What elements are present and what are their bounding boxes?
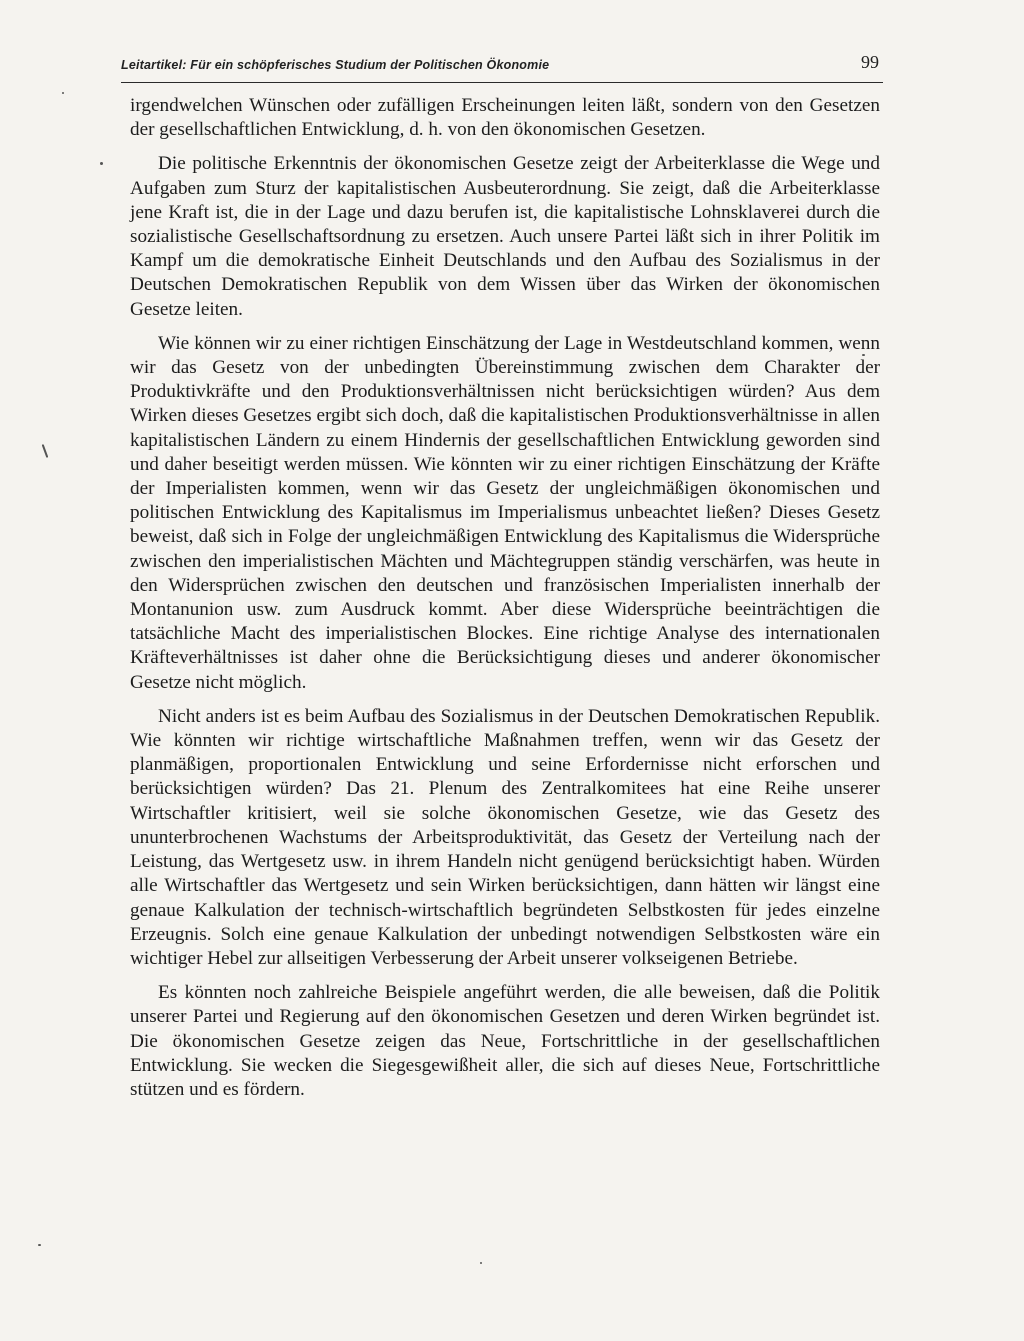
article-body bbox=[130, 94, 880, 1102]
paragraph-2: Die politische Erkenntnis der ökonomischen Gesetze zeigt der Arbeiterklasse die Wege und Aufgaben zum Sturz der kapitalistischen Ausbeuterordnung. Sie zeigt, daß die Arbeiterklasse jene Kraft ist, die in der Lage und dazu berufen ist, die kapitalistische Lohnsklaverei durch die sozialistische Gesellschaftsordnung zu ersetzen. Auch unsere Partei läßt sich in ihrer Politik im Kampf um die demokratische Einheit Deutschlands und den Aufbau des Sozialismus in der Deutschen Demokratischen Republik von dem Wissen über das Wirken der ökonomischen Gesetze leiten. bbox=[130, 153, 880, 320]
scan-speck bbox=[862, 354, 865, 356]
scan-speck bbox=[100, 162, 103, 165]
paragraph-3: Wie können wir zu einer richtigen Einschätzung der Lage in Westdeutschland kommen, wenn wir das Gesetz von der unbedingten Übereinstimmung zwischen dem Charakter der Produktivkräfte und den Produktionsverhältnissen nicht berücksichtigen würden? Aus dem Wirken dieses Gesetzes ergibt sich doch, daß die kapitalistischen Produktionsverhältnisse in allen kapitalistischen Ländern zu einem Hindernis der gesellschaftlichen Entwicklung geworden sind und daher beseitigt werden müssen. Wie könnten wir zu einer richtigen Einschätzung der Kräfte der Imperialisten kommen, wenn wir das Gesetz der ungleichmäßigen ökonomischen und politischen Entwicklung des Kapitalismus im Imperialismus unbeachtet ließen? Dieses Gesetz beweist, daß sich in Folge der ungleichmäßigen Entwicklung des Kapitalismus die Widersprüche zwischen den imperialistischen Mächten und Mächtegruppen ständig verschärfen, was heute in den Widersprüchen zwischen den deutschen und französischen Imperialisten innerhalb der Montanunion usw. zum Ausdruck kommt. Aber diese Widersprüche beeinträchtigen die tatsächliche Macht des imperialistischen Blockes. Eine richtige Analyse des internationalen Kräfteverhältnisses ist daher ohne die Berücksichtigung dieses und anderer ökonomischer Gesetze nicht möglich. bbox=[130, 332, 880, 693]
paragraph-5: Es könnten noch zahlreiche Beispiele angeführt werden, die alle beweisen, daß die Politik unserer Partei und Regierung auf den ökonomischen Gesetzen und deren Wirken begründet ist. Die ökonomischen Gesetze zeigen das Neue, Fortschrittliche in der gesellschaftlichen Entwicklung. Sie wecken die Siegesgewißheit aller, die sich auf dieses Neue, Fortschrittliche stützen und es fördern. bbox=[130, 982, 880, 1100]
scan-speck bbox=[38, 1244, 41, 1246]
running-header bbox=[121, 52, 883, 83]
paragraph-1: irgendwelchen Wünschen oder zufälligen Erscheinungen leiten läßt, sondern von den Gesetzen der gesellschaftlichen Entwicklung, d. h. von den ökonomischen Gesetzen. bbox=[130, 95, 880, 141]
page-number: 99 bbox=[861, 52, 879, 72]
scan-speck bbox=[42, 444, 49, 458]
scan-speck bbox=[480, 1262, 482, 1264]
paragraph-4: Nicht anders ist es beim Aufbau des Sozialismus in der Deutschen Demokratischen Republik. Wie könnten wir richtige wirtschaftliche Maßnahmen treffen, wenn wir das Gesetz der planmäßigen, proportionalen Entwicklung und seine Erfordernisse nicht erforschen und berücksichtigen würden? Das 21. Plenum des Zentralkomitees hat eine Reihe unserer Wirtschaftler kritisiert, weil sie solche ökonomischen Gesetze, wie das Gesetz des ununterbrochenen Wachstums der Arbeitsproduktivität, das Gesetz der Verteilung nach der Leistung, das Wertgesetz usw. in ihrem Handeln nicht genügend berücksichtigt haben. Würden alle Wirtschaftler das Wertgesetz und sein Wirken berücksichtigen, dann hätten wir längst eine genaue Kalkulation der technisch-wirtschaftlich begründeten Selbstkosten für jedes einzelne Erzeugnis. Solch eine genaue Kalkulation der unbedingt notwendigen Selbstkosten wäre ein wichtiger Hebel zur allseitigen Verbesserung der Arbeit unserer volkseigenen Betriebe. bbox=[130, 705, 880, 969]
running-title: Leitartikel: Für ein schöpferisches Studium der Politischen Ökonomie bbox=[121, 58, 550, 72]
scan-speck bbox=[62, 92, 64, 94]
